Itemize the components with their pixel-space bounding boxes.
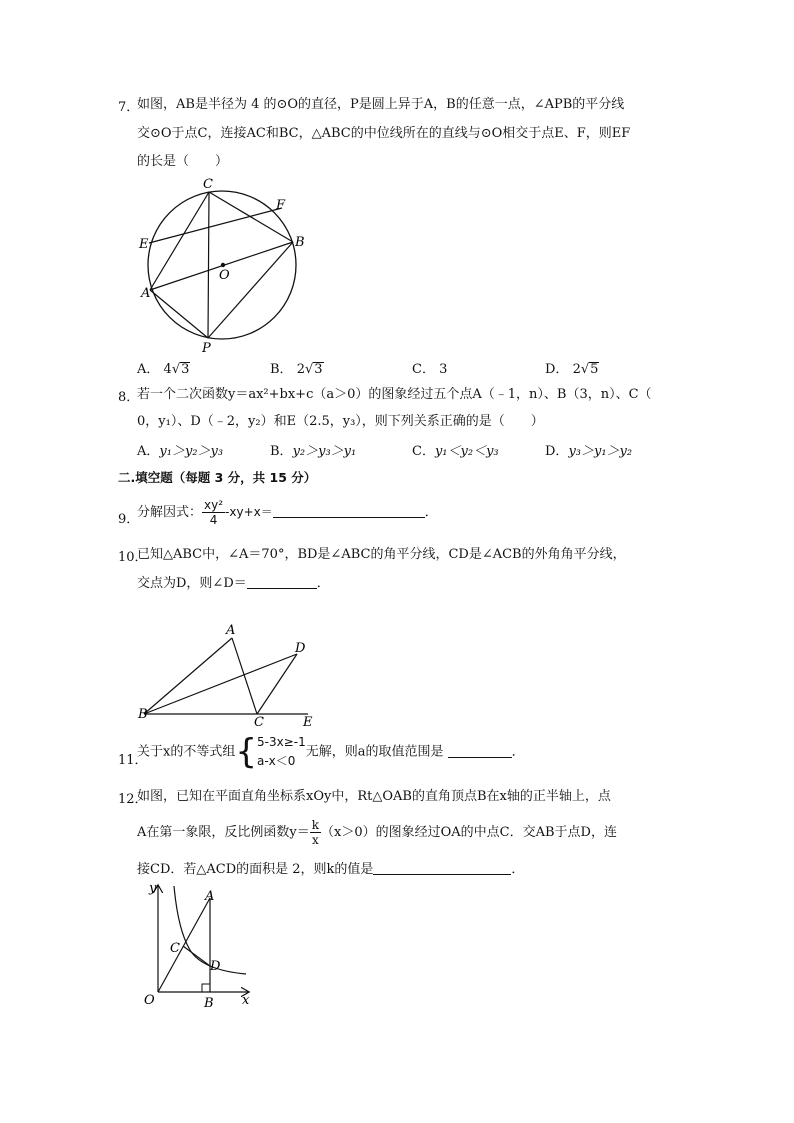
- q12-answer-blank[interactable]: [373, 860, 511, 875]
- label-c: C: [254, 715, 264, 730]
- q11-system: 5-3x≥-1 a-x＜0: [256, 735, 306, 768]
- label-a: A: [141, 286, 151, 301]
- segment-ba: [144, 638, 232, 714]
- label-b: B: [138, 707, 148, 722]
- q8-option-c[interactable]: C．y₁＜y₂＜y₃: [412, 444, 499, 459]
- label-y: y: [149, 881, 157, 896]
- q8-text-line1: 若一个二次函数y＝ax²+bx+c（a＞0）的图象经过五个点A（﹣1，n）、B（3，n）、C（: [137, 387, 652, 402]
- q8-option-b[interactable]: B．y₂＞y₃＞y₁: [270, 444, 357, 459]
- q10-number: 10．: [118, 550, 148, 565]
- q7-text-line3: 的长是（ ）: [137, 154, 229, 169]
- label-e: E: [303, 715, 313, 730]
- right-angle-mark: [202, 984, 210, 992]
- q7-option-a[interactable]: A． 4√3: [137, 362, 190, 377]
- q9-number: 9．: [118, 512, 140, 527]
- q8-option-a[interactable]: A．y₁＞y₂＞y₃: [137, 444, 224, 459]
- system-brace: {: [235, 732, 257, 772]
- label-b: B: [295, 235, 305, 250]
- q11-answer-blank[interactable]: [448, 743, 512, 758]
- segment-cd: [257, 654, 297, 714]
- q12-text-line2: A在第一象限，反比例函数y＝ $\frac{k}{x}$ （x＞0）的图象经过OA的中点C．交AB于点D，连: [137, 818, 617, 847]
- q7-option-b[interactable]: B． 2√3: [270, 362, 323, 377]
- center-dot: [221, 263, 225, 267]
- section-heading: 二.填空题（每题 3 分，共 15 分）: [118, 470, 317, 485]
- q12-coordinate-figure: [132, 880, 262, 1010]
- q7-option-d[interactable]: D． 2√5: [545, 362, 599, 377]
- q9-text: 分解因式： $\frac{\text{xy²}}{4}$ -xy+x＝ ．: [137, 498, 438, 527]
- sqrt-sign: √: [171, 362, 181, 377]
- q8-option-d[interactable]: D．y₃＞y₁＞y₂: [545, 444, 633, 459]
- q12-fraction: $\frac{k}{x}$: [311, 818, 320, 847]
- q7-number: 7．: [118, 100, 140, 115]
- label-p: P: [202, 341, 211, 355]
- segment-cp: [208, 192, 209, 338]
- label-a: A: [205, 889, 215, 904]
- segment-cd: [183, 946, 210, 966]
- q8-number: 8．: [118, 390, 140, 405]
- q11-text: 关于x的不等式组{ 5-3x≥-1 a-x＜0 无解，则a的取值范围是 ．: [137, 732, 525, 772]
- label-c: C: [203, 177, 213, 192]
- segment-bd: [144, 654, 297, 714]
- q7-circle-figure: [130, 175, 320, 355]
- label-o: O: [144, 993, 155, 1008]
- label-o: O: [219, 268, 230, 283]
- label-a: A: [226, 623, 236, 638]
- q10-text-line1: 已知△ABC中，∠A＝70°，BD是∠ABC的角平分线，CD是∠ACB的外角角平分线，: [137, 547, 626, 562]
- segment-oa: [158, 898, 210, 992]
- label-e: E: [139, 237, 149, 252]
- label-c: C: [170, 941, 180, 956]
- q12-number: 12．: [118, 792, 148, 807]
- label-x: x: [242, 993, 250, 1008]
- q8-text-line2: 0，y₁）、D（﹣2，y₂）和E（2.5，y₃），则下列关系正确的是（ ）: [137, 414, 544, 429]
- sqrt-sign: √: [580, 362, 590, 377]
- q10-triangle-figure: [130, 618, 330, 730]
- label-b: B: [204, 996, 214, 1010]
- q12-text-line3: 接CD．若△ACD的面积是 2，则k的值是 ．: [137, 862, 525, 877]
- q9-fraction: $\frac{\text{xy²}}{4}$: [204, 498, 224, 527]
- q11-number: 11．: [118, 753, 148, 768]
- label-d: D: [210, 959, 221, 974]
- q7-text-line2: 交⊙O于点C，连接AC和BC，△ABC的中位线所在的直线与⊙O相交于点E、F，则EF: [137, 126, 631, 141]
- segment-ap: [150, 290, 208, 338]
- q12-text-line1: 如图，已知在平面直角坐标系xOy中，Rt△OAB的直角顶点B在x轴的正半轴上，点: [137, 789, 611, 804]
- q9-answer-blank[interactable]: [273, 503, 425, 518]
- q7-text-line1: 如图，AB是半径为 4 的⊙O的直径，P是圆上异于A，B的任意一点，∠APB的平分线: [137, 97, 625, 112]
- label-f: F: [276, 198, 286, 213]
- sqrt-sign: √: [304, 362, 314, 377]
- segment-ac: [232, 638, 257, 714]
- q10-answer-blank[interactable]: [247, 574, 317, 589]
- label-d: D: [295, 641, 306, 656]
- q7-option-c[interactable]: C． 3: [412, 362, 448, 377]
- q10-text-line2: 交点为D，则∠D＝ ．: [137, 576, 330, 591]
